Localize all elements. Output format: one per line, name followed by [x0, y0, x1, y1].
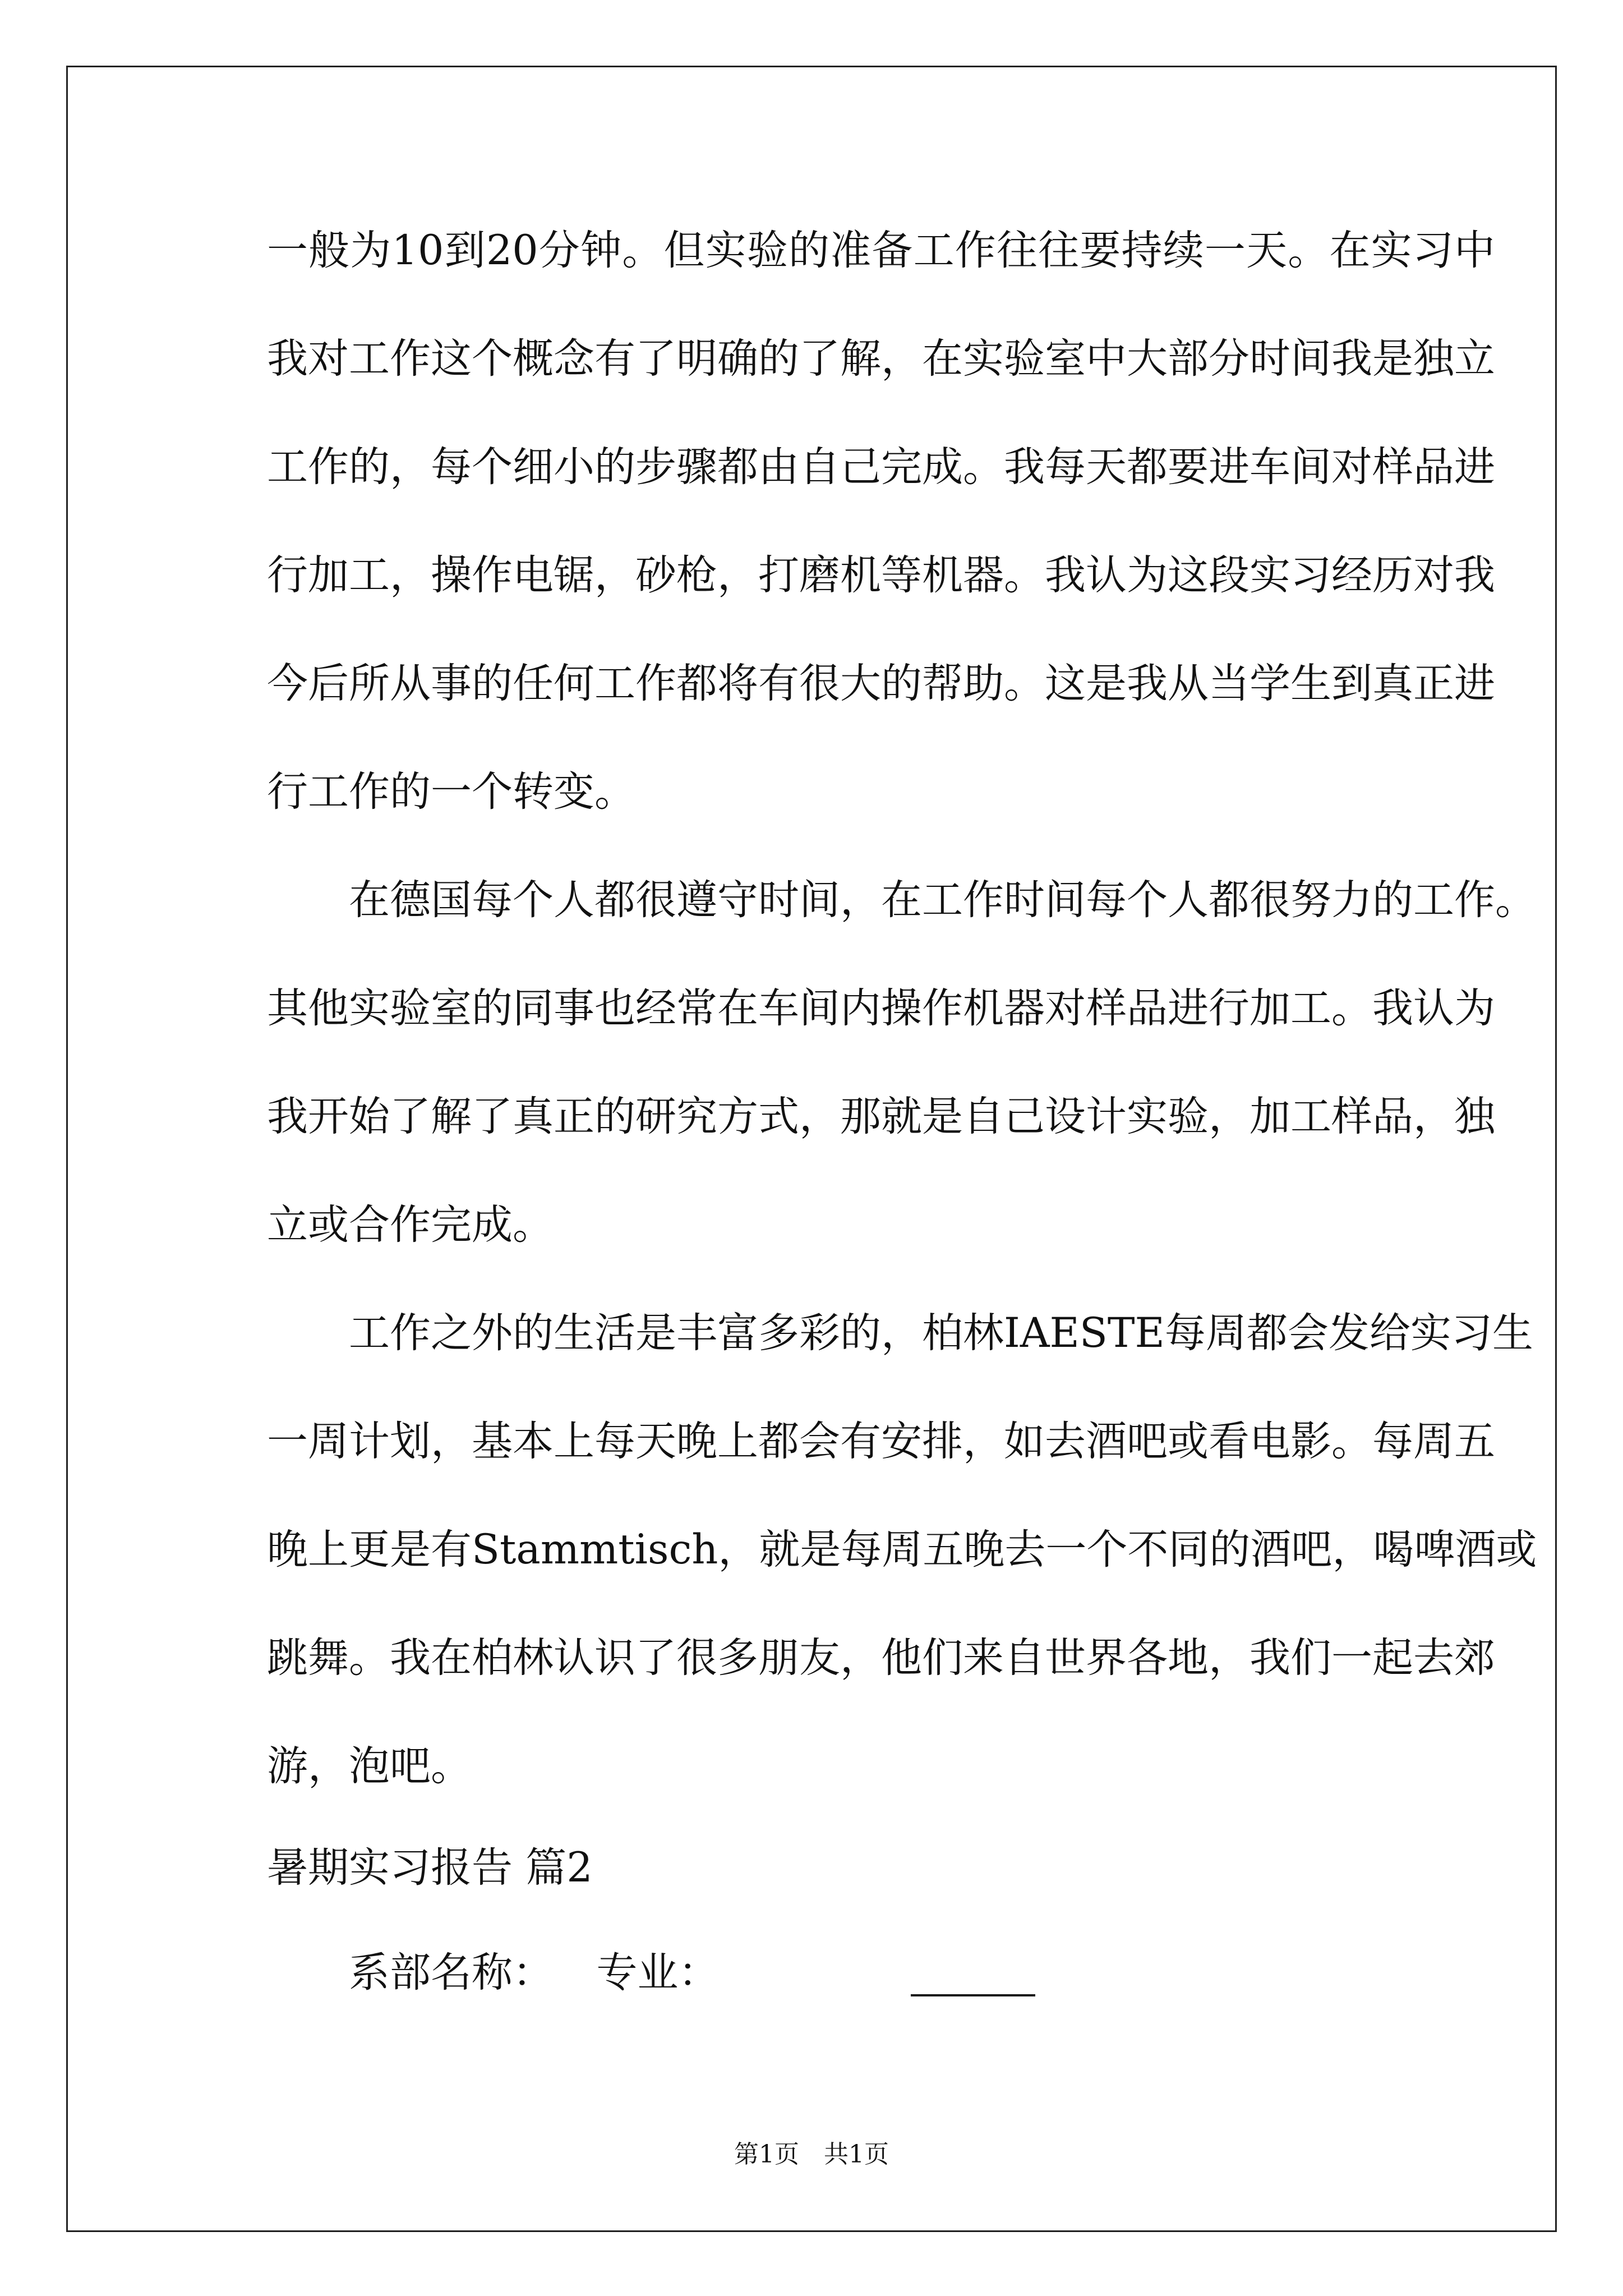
paragraph-1-line-5: 今后所从事的任何工作都将有很大的帮助。这是我从当学生到真正进: [267, 660, 1495, 707]
paragraph-3-line-1: 工作之外的生活是丰富多彩的，柏林IAESTE每周都会发给实习生: [349, 1309, 1533, 1357]
section-heading: 暑期实习报告 篇2: [267, 1844, 593, 1892]
paragraph-2-line-4: 立或合作完成。: [267, 1201, 554, 1249]
paragraph-2-line-1: 在德国每个人都很遵守时间，在工作时间每个人都很努力的工作。: [349, 876, 1536, 924]
document-page: [66, 66, 1557, 2232]
paragraph-3-line-4: 跳舞。我在柏林认识了很多朋友，他们来自世界各地，我们一起去郊: [267, 1634, 1495, 1682]
major-label: 专业：: [596, 1949, 720, 1996]
paragraph-1-line-1: 一般为10到20分钟。但实验的准备工作往往要持续一天。在实习中: [267, 227, 1495, 274]
form-line: [349, 1949, 720, 1996]
paragraph-1-line-6: 行工作的一个转变。: [267, 768, 635, 816]
paragraph-3-line-5: 游，泡吧。: [267, 1742, 472, 1790]
paragraph-2-line-2: 其他实验室的同事也经常在车间内操作机器对样品进行加工。我认为: [267, 984, 1495, 1032]
paragraph-1-line-2: 我对工作这个概念有了明确的了解，在实验室中大部分时间我是独立: [267, 335, 1495, 383]
paragraph-1-line-3: 工作的，每个细小的步骤都由自己完成。我每天都要进车间对样品进: [267, 443, 1495, 491]
paragraph-3-line-2: 一周计划，基本上每天晚上都会有安排，如去酒吧或看电影。每周五: [267, 1418, 1495, 1465]
major-blank-underline: [911, 1994, 1035, 1996]
paragraph-3-line-3: 晚上更是有Stammtisch，就是每周五晚去一个不同的酒吧，喝啤酒或: [267, 1526, 1537, 1573]
page-footer: 第1页 共1页: [734, 2140, 889, 2169]
paragraph-2-line-3: 我开始了解了真正的研究方式，那就是自己设计实验，加工样品，独: [267, 1093, 1495, 1140]
department-label: 系部名称：: [349, 1949, 554, 1996]
paragraph-1-line-4: 行加工，操作电锯，砂枪，打磨机等机器。我认为这段实习经历对我: [267, 551, 1495, 599]
